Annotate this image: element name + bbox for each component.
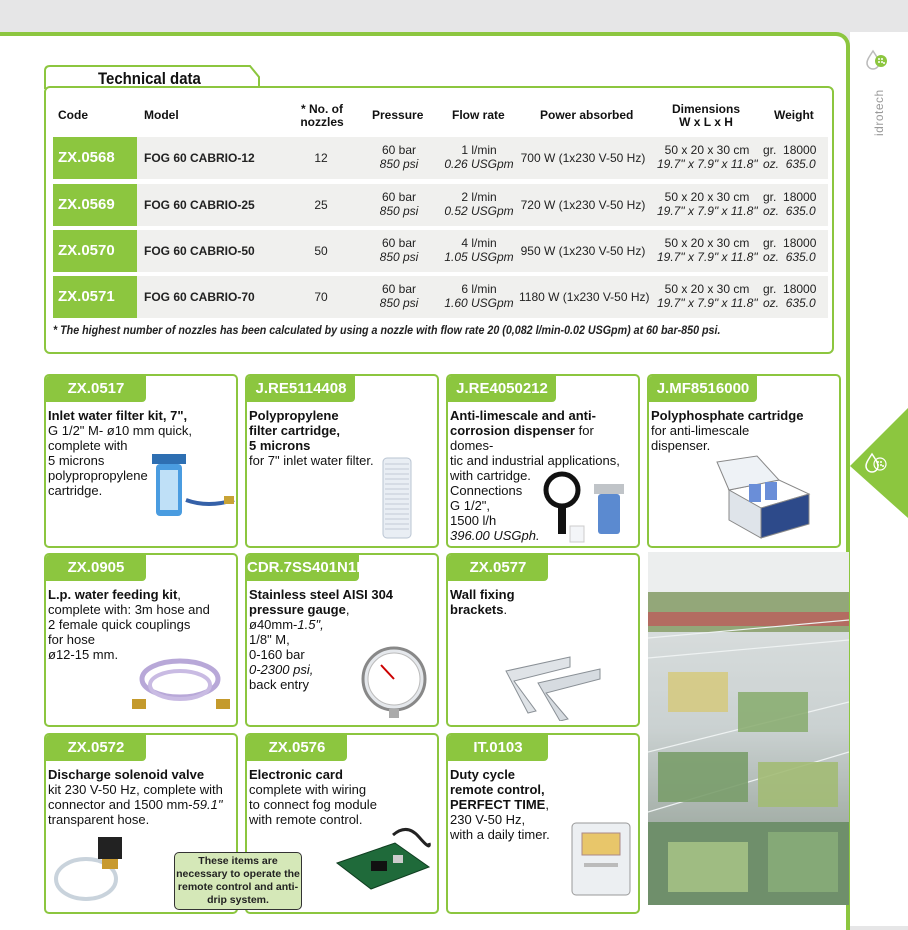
row-flow: 2 l/min 0.52 USGpm: [444, 190, 514, 218]
product-text-line: 0-160 bar: [249, 647, 305, 662]
row-pressure: 60 bar 850 psi: [379, 236, 419, 264]
product-text-line: 396.00 USGph.: [450, 528, 540, 543]
product-text-line: connector and 1500 mm-59.1": [48, 797, 223, 812]
row-model: FOG 60 CABRIO-70: [144, 290, 255, 304]
row-nozzles: 12: [314, 151, 328, 165]
product-text-line: Polyphosphate cartridge: [651, 408, 804, 423]
product-description: [249, 767, 377, 827]
product-text-line: Duty cycle: [450, 767, 516, 782]
row-model: FOG 60 CABRIO-12: [144, 151, 255, 165]
product-code: J.MF8516000: [649, 376, 757, 402]
header-code: Code: [58, 108, 88, 122]
row-dimensions: 50 x 20 x 30 cm 19.7" x 7.9" x 11.8": [657, 236, 758, 264]
solenoid-valve-image: [50, 833, 140, 909]
row-power: 1180 W (1x230 V-50 Hz): [519, 290, 650, 304]
header-weight: Weight: [774, 108, 814, 122]
product-text-line: 0-2300 psi,: [249, 662, 314, 677]
product-card: [245, 374, 439, 548]
brand-vertical: [868, 58, 892, 138]
product-text-line: 2 female quick couplings: [48, 617, 191, 632]
product-text-line: with remote control.: [249, 812, 363, 827]
row-weight: gr. 18000 oz. 635.0: [763, 190, 817, 218]
row-weight: gr. 18000 oz. 635.0: [763, 236, 817, 264]
row-code: ZX.0570: [53, 230, 137, 272]
product-text-line: G 1/2",: [450, 498, 491, 513]
technical-title: Technical data: [98, 69, 201, 88]
row-nozzles: 70: [314, 290, 328, 304]
product-text-line: 230 V-50 Hz,: [450, 812, 526, 827]
side-tab: [850, 408, 908, 518]
row-dimensions: 50 x 20 x 30 cm 19.7" x 7.9" x 11.8": [657, 190, 758, 218]
product-text-line: to connect fog module: [249, 797, 377, 812]
header-power: Power absorbed: [540, 108, 634, 122]
row-pressure: 60 bar 850 psi: [379, 143, 419, 171]
product-text-line: ø40mm-1.5",: [249, 617, 324, 632]
row-power: 700 W (1x230 V-50 Hz): [520, 151, 646, 165]
row-weight: gr. 18000 oz. 635.0: [763, 143, 817, 171]
product-code: ZX.0576: [247, 735, 347, 761]
product-text-line: brackets.: [450, 602, 508, 617]
callout-note: These items are necessary to operate the remote control and anti-drip system.: [174, 852, 302, 910]
product-description: [450, 408, 638, 543]
header-flow: Flow rate: [452, 108, 505, 122]
cartridge-box-image: [709, 450, 819, 540]
table-row: [53, 184, 828, 226]
filter-cartridge-image: [377, 456, 417, 540]
product-description: [48, 767, 223, 827]
row-flow: 1 l/min 0.26 USGpm: [444, 143, 514, 171]
product-description: [48, 408, 192, 498]
row-code: ZX.0568: [53, 137, 137, 179]
product-code: J.RE5114408: [247, 376, 355, 402]
product-card: [446, 553, 640, 727]
product-card: [446, 733, 640, 914]
table-row: [53, 276, 828, 318]
product-text-line: PERFECT TIME,: [450, 797, 549, 812]
product-text-line: Stainless steel AISI 304: [249, 587, 394, 602]
product-code: IT.0103: [448, 735, 548, 761]
product-text-line: transparent hose.: [48, 812, 150, 827]
product-text-line: with a daily timer.: [450, 827, 550, 842]
row-dimensions: 50 x 20 x 30 cm 19.7" x 7.9" x 11.8": [657, 143, 758, 171]
product-text-line: with cartridge.: [450, 468, 531, 483]
row-pressure: 60 bar 850 psi: [379, 190, 419, 218]
product-code: ZX.0517: [46, 376, 146, 402]
product-text-line: Wall fixing: [450, 587, 515, 602]
product-description: [249, 408, 374, 468]
product-text-line: for 7" inlet water filter.: [249, 453, 374, 468]
product-description: [651, 408, 803, 453]
product-text-line: G 1/2" M- ø10 mm quick,: [48, 423, 193, 438]
product-text-line: tic and industrial applications,: [450, 453, 620, 468]
product-description: [249, 587, 393, 692]
product-text-line: L.p. water feeding kit,: [48, 587, 181, 602]
product-text-line: Anti-limescale and anti-: [450, 408, 596, 423]
product-code: ZX.0572: [46, 735, 146, 761]
product-text-line: filter cartridge,: [249, 423, 341, 438]
product-card: [446, 374, 640, 548]
table-row: [53, 230, 828, 272]
product-text-line: Discharge solenoid valve: [48, 767, 205, 782]
product-text-line: 5 microns: [249, 438, 311, 453]
table-footnote: * The highest number of nozzles has been calculated by using a nozzle with flow rate 20 (0,082 l/min-0.02 USGpm) at 60 bar-850 psi.: [53, 325, 721, 337]
product-code: J.RE4050212: [448, 376, 556, 402]
header-model: Model: [144, 108, 179, 122]
product-text-line: pressure gauge,: [249, 602, 350, 617]
timer-image: [568, 819, 634, 899]
row-model: FOG 60 CABRIO-25: [144, 198, 255, 212]
product-code: ZX.0905: [46, 555, 146, 581]
product-text-line: 5 microns: [48, 453, 105, 468]
product-text-line: corrosion dispenser for domes-: [450, 423, 594, 453]
row-code: ZX.0569: [53, 184, 137, 226]
product-text-line: cartridge.: [48, 483, 103, 498]
electronic-card-image: [333, 823, 433, 909]
product-description: [48, 587, 210, 662]
row-weight: gr. 18000 oz. 635.0: [763, 282, 817, 310]
product-text-line: dispenser.: [651, 438, 711, 453]
product-text-line: for anti-limescale: [651, 423, 750, 438]
product-text-line: back entry: [249, 677, 309, 692]
product-card: [245, 553, 439, 727]
product-text-line: complete with: [48, 438, 128, 453]
product-text-line: Connections: [450, 483, 523, 498]
table-row: [53, 137, 828, 179]
product-card: [647, 374, 841, 548]
product-text-line: polypropropylene: [48, 468, 148, 483]
product-text-line: complete with: 3m hose and: [48, 602, 210, 617]
row-flow: 6 l/min 1.60 USGpm: [444, 282, 514, 310]
product-text-line: Inlet water filter kit, 7",: [48, 408, 188, 423]
product-text-line: complete with wiring: [249, 782, 367, 797]
row-dimensions: 50 x 20 x 30 cm 19.7" x 7.9" x 11.8": [657, 282, 758, 310]
row-nozzles: 50: [314, 244, 328, 258]
row-nozzles: 25: [314, 198, 328, 212]
product-description: [450, 767, 550, 842]
product-text-line: Polypropylene: [249, 408, 339, 423]
wall-bracket-image: [500, 647, 610, 721]
product-text-line: 1500 l/h: [450, 513, 497, 528]
product-text-line: kit 230 V-50 Hz, complete with: [48, 782, 223, 797]
row-pressure: 60 bar 850 psi: [379, 282, 419, 310]
product-text-line: 1/8" M,: [249, 632, 290, 647]
row-power: 950 W (1x230 V-50 Hz): [520, 244, 646, 258]
product-description: [450, 587, 515, 617]
product-text-line: remote control,: [450, 782, 545, 797]
fogged-vegetable-display-photo: [648, 552, 849, 905]
product-code: CDR.7SS401N1P: [247, 555, 359, 581]
product-card: [44, 553, 238, 727]
product-text-line: ø12-15 mm.: [48, 647, 119, 662]
header-dimensions: Dimensions W x L x H: [671, 102, 740, 129]
header-nozzles: * No. of nozzles: [300, 102, 344, 129]
product-card: [44, 374, 238, 548]
product-code: ZX.0577: [448, 555, 548, 581]
header-pressure: Pressure: [372, 108, 424, 122]
row-power: 720 W (1x230 V-50 Hz): [520, 198, 646, 212]
product-text-line: for hose: [48, 632, 95, 647]
row-code: ZX.0571: [53, 276, 137, 318]
row-model: FOG 60 CABRIO-50: [144, 244, 255, 258]
row-flow: 4 l/min 1.05 USGpm: [444, 236, 514, 264]
brand-name: idrotech: [872, 89, 886, 136]
product-text-line: Electronic card: [249, 767, 343, 782]
